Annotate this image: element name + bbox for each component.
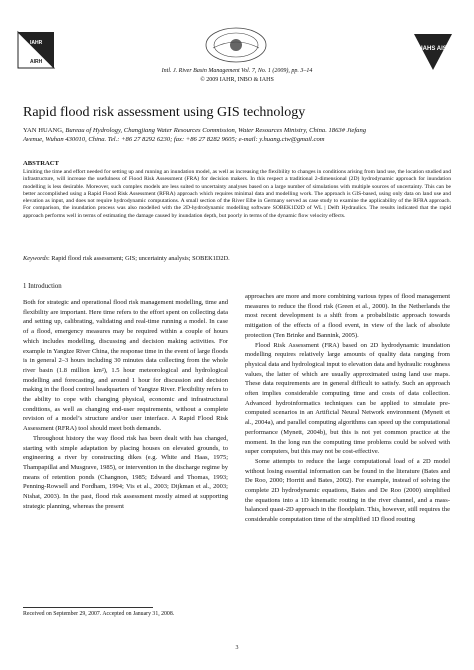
paper-title: Rapid flood risk assessment using GIS technology	[23, 105, 306, 120]
journal-line: Intl. J. River Basin Management Vol. 7, No. 1 (2009), pp. 3–14	[161, 68, 313, 74]
footnote-divider	[23, 607, 153, 608]
paragraph: Some attempts to reduce the large computational load of a 2D model without losing essential information can be found in the literature (Bates and De Roo, 2000; Horritt and Bates, 2002). For example, instead of solving the complete 2D hydrodynamic equations, Bates and De Roo (2000) simplified the equations into a 1D kinematic routing in the river channel, and a mass-balanced quasi-2D approach in the floodplain. This, however, still requires the considerable computation time of the simplified 1D flood routing	[245, 457, 450, 524]
paragraph: approaches are more and more combining various types of flood management measures to reduce the flood risk (Green et al., 2000). In the Netherlands the most recent development is a shift from a probabilistic approach towards mitigation of the effects of a flood event, in view of the lack of absolute protection (Ten Brinke and Bannink, 2005).	[245, 293, 450, 339]
section-heading: 1 Introduction	[23, 283, 62, 290]
copyright-line: © 2009 IAHR, INBO & IAHS	[200, 77, 274, 83]
logo-left-label-bottom: AIRH	[30, 59, 43, 65]
footnote: Received on September 29, 2007. Accepted on January 31, 2008.	[23, 611, 175, 617]
logo-left-label-top: IAHR	[30, 40, 43, 46]
abstract-text: Limiting the time and effort needed for setting up and running an inundation model, as well as increasing the flexibility to changes in conditions arising from land use, the location studied and infrastructure, will increase the usefulness of Flood Risk Assessment (FRA) for decision makers. In this respect a traditional 2-dimensional (2D) hydrodynamic approach for inundation modelling is less desirable. Moreover, such complex models are less suited to uncertainty analyses based on a large number of simulations with multiple sources of uncertainty. This can be better accomplished using a Rapid Flood Risk Assessment (RFRA) approach which requires minimal data and modelling work. The approach is GIS-based, using only data on land use and elevation as input, and does not require hydrodynamic computations. A small section of the River Elbe in Germany served as case study to examine the applicability of the RFRA approach. For comparison, the inundation process was also modelled with the 2D-hydrodynamic modelling software SOBEK1D2D of WL | Delft Hydraulics. The results indicated that the rapid approach performs well in terms of estimating the damage caused by inundation depth, but poorly in terms of the dynamic flow velocity effects.	[23, 169, 451, 219]
author-block	[23, 126, 453, 144]
logo-right-label: IAHS AISH	[421, 46, 452, 52]
paragraph: Flood Risk Assessment (FRA) based on 2D hydrodynamic inundation modelling requires relatively large amounts of quality data ranging from physical data and hydrological input to elevation data and hydraulic roughness values, the latter of which are usually approximated using land use maps. These data requirements are in general difficult to satisfy. Such an approach often implies considerable computing time and costs of data collection. Advanced hydroinformatics techniques can be applied to simulate pre-computed scenarios in an Artificial Neural Network environment (Mynett et al., 2004a), and parallel computing algorithms can speed up the computational performance (Mynett, 2004b), but this is not yet common practice at the moment. In the long run the computing time problems could be solved with super computers, but this may not be cost-effective.	[245, 341, 450, 456]
keywords-line	[23, 255, 230, 262]
left-column	[23, 298, 228, 511]
paragraph: Throughout history the way flood risk has been dealt with has changed, starting with simple adaptation by placing houses on elevated grounds, to engineering a river by constructing dikes (e.g. White and Haas, 1975; Thampapillai and Musgrave, 1985), or intervention in the discharge regime by means of retention ponds (Changnon, 1985; Edward and Thomas, 1993; Penning-Rowsell and Fordham, 1994; Vis et al., 2003; Dijkman et al., 2003; Nishat, 2003). In the past, flood risk assessment mostly aimed at supporting strategic planning, whereas the present	[23, 434, 228, 510]
right-column	[245, 292, 450, 525]
author-affiliation-line2: Avenue, Wuhan 430010, China. Tel.: +86 27 8292 6230; fax: +86 27 8282 9605; e-mail: y.huang.ctw@gmail.com	[23, 136, 325, 144]
journal-header	[0, 67, 474, 85]
paragraph: Both for strategic and operational flood risk management modelling, time and flexibility are important. Here time refers to the effort spent on collecting data and setting up, calibrating, validating and real-time running a model. In case of a flood, emergency measures may be required within a couple of hours which includes modelling, discussing and decision making activities. For example in Yangtze River China, the response time in the event of large floods is in general 2–3 hours including 30 minutes data collecting from the whole river basin (1.8 million km²), 1.5 hour meteorological and hydrological modelling and forecasting, and around 1 hour for discussion and decision making in the flood control headquarters of Yangtze River. Flexibility refers to the ability to cope with changing physical, economic and infrastructural conditions, as well as changing end-user requirements, without a complete revision of a model’s structure and/or user interface. A Rapid Flood Risk Assessment (RFRA) tool should meet both demands.	[23, 299, 228, 433]
author-name: YAN HUANG,	[23, 127, 64, 134]
keywords-label: Keywords	[23, 255, 48, 262]
keywords-text: : Rapid flood risk assessment; GIS; uncertainty analysis; SOBEK1D2D.	[47, 255, 230, 262]
inbo-logo	[203, 26, 269, 64]
author-affiliation-line1: Bureau of Hydrology, Changjiang Water Resources Commission, Water Resources Ministry, China. 1863# Jiefang	[63, 127, 367, 134]
page-number: 3	[235, 645, 239, 651]
iahr-logo	[16, 30, 56, 70]
abstract-heading: ABSTRACT	[23, 160, 59, 167]
